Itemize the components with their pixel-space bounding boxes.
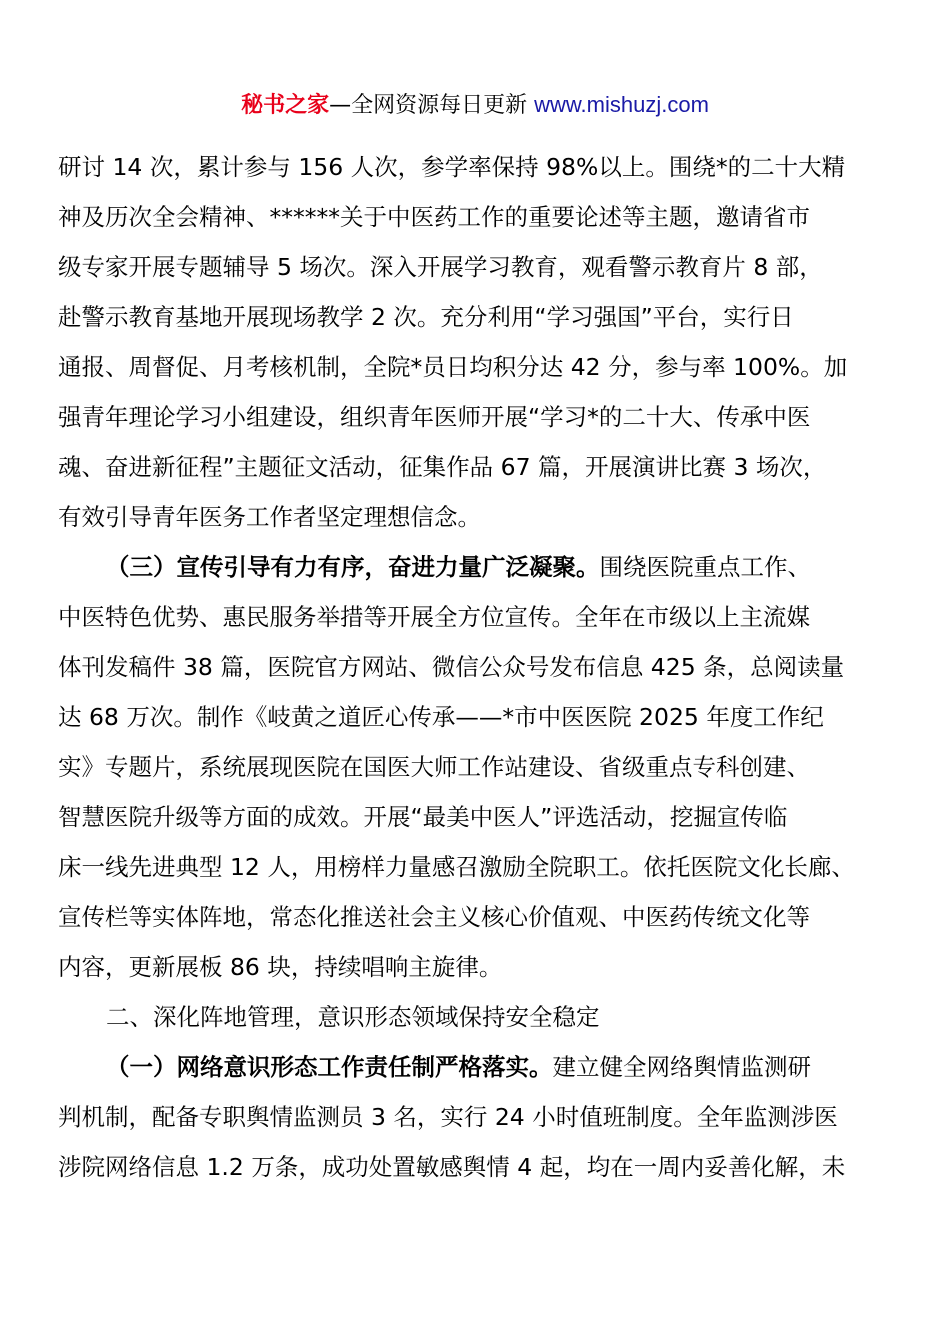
body-line: 有效引导青年医务工作者坚定理想信念。 [58, 503, 481, 531]
paragraph-first-line [58, 1042, 898, 1092]
document-body [58, 142, 898, 1192]
body-line: 神及历次全会精神、******关于中医药工作的重要论述等主题，邀请省市 [58, 203, 810, 231]
body-line: 涉院网络信息 1.2 万条，成功处置敏感舆情 4 起，均在一周内妥善化解，未 [58, 1153, 846, 1181]
header-tagline: —全网资源每日更新 [329, 93, 528, 118]
body-line: 床一线先进典型 12 人，用榜样力量感召激励全院职工。依托医院文化长廊、 [58, 853, 855, 881]
body-line: 达 68 万次。制作《岐黄之道匠心传承——*市中医医院 2025 年度工作纪 [58, 703, 824, 731]
section-title: 二、深化阵地管理，意识形态领域保持安全稳定 [106, 1003, 600, 1031]
body-line: 赴警示教育基地开展现场教学 2 次。充分利用“学习强国”平台，实行日 [58, 303, 794, 331]
subsection-heading: （一）网络意识形态工作责任制严格落实。 [106, 1053, 553, 1081]
paragraph-first-line [58, 542, 898, 592]
body-line: 判机制，配备专职舆情监测员 3 名，实行 24 小时值班制度。全年监测涉医 [58, 1103, 838, 1131]
body-line: 智慧医院升级等方面的成效。开展“最美中医人”评选活动，挖掘宣传临 [58, 803, 788, 831]
body-line: 级专家开展专题辅导 5 场次。深入开展学习教育，观看警示教育片 8 部， [58, 253, 823, 281]
body-text: 围绕医院重点工作、 [599, 553, 811, 581]
body-line: 魂、奋进新征程”主题征文活动，征集作品 67 篇，开展演讲比赛 3 场次， [58, 453, 827, 481]
body-line: 实》专题片，系统展现医院在国医大师工作站建设、省级重点专科创建、 [58, 753, 810, 781]
site-url: www.mishuzj.com [534, 92, 709, 117]
body-line: 内容，更新展板 86 块，持续唱响主旋律。 [58, 953, 503, 981]
body-line: 强青年理论学习小组建设，组织青年医师开展“学习*的二十大、传承中医 [58, 403, 811, 431]
site-header [0, 88, 950, 123]
body-line: 通报、周督促、月考核机制，全院*员日均积分达 42 分，参与率 100%。加 [58, 353, 848, 381]
brand-name: 秘书之家 [241, 93, 330, 118]
subsection-heading: （三）宣传引导有力有序，奋进力量广泛凝聚。 [106, 553, 600, 581]
body-text: 建立健全网络舆情监测研 [552, 1053, 811, 1081]
body-line: 体刊发稿件 38 篇，医院官方网站、微信公众号发布信息 425 条，总阅读量 [58, 653, 845, 681]
body-line: 研讨 14 次，累计参与 156 人次，参学率保持 98%以上。围绕*的二十大精 [58, 153, 846, 181]
body-line: 中医特色优势、惠民服务举措等开展全方位宣传。全年在市级以上主流媒 [58, 603, 810, 631]
body-line: 宣传栏等实体阵地，常态化推送社会主义核心价值观、中医药传统文化等 [58, 903, 810, 931]
